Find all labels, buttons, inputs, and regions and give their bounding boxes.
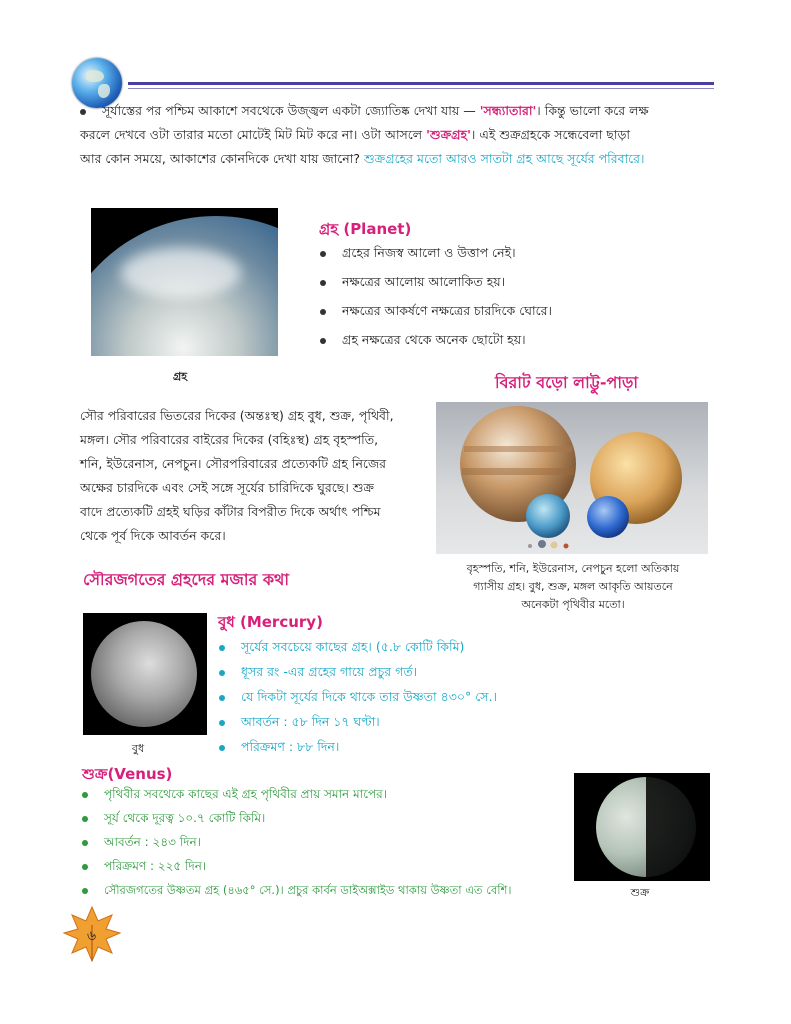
caption-line: বৃহস্পতি, শনি, ইউরেনাস, নেপচুন হলো অতিকায় (466, 562, 680, 575)
list-item (82, 854, 572, 878)
intro-text: । কিন্তু ভালো করে লক্ষ (536, 103, 649, 118)
intro-text: । এই শুক্রগ্রহকে সন্ধেবেলা ছাড়া (470, 127, 631, 142)
list-item-text: আবর্তন : ৫৮ দিন ১৭ ঘণ্টা। (241, 714, 380, 729)
mercury-bullet-list (219, 634, 579, 759)
paragraph-line: থেকে পূর্ব দিকে আবর্তন করে। (80, 528, 226, 543)
intro-text: করলে দেখবে ওটা তারার মতো মোটেই মিট মিট করে না। ওটা আসলে (80, 127, 423, 142)
list-item (82, 806, 572, 830)
planets-illustration (436, 402, 708, 554)
list-item-text: নক্ষত্রের আকর্ষণে নক্ষত্রের চারদিকে ঘোরে। (342, 303, 552, 318)
list-item-text: ধূসর রং -এর গ্রহের গায়ে প্রচুর গর্ত। (241, 664, 418, 679)
paragraph-line: শনি, ইউরেনাস, নেপচুন। সৌরপরিবারের প্রত্যেকটি গ্রহ নিজের (80, 456, 387, 471)
list-item (82, 878, 572, 902)
caption-line: গ্যাসীয় গ্রহ। বুধ, শুক্র, মঙ্গল আকৃতি আয়তনে (473, 580, 673, 593)
list-item (320, 240, 650, 266)
list-item-text: গ্রহ নক্ষত্রের থেকে অনেক ছোটো হয়। (342, 332, 526, 347)
list-item-text: আবর্তন : ২৪৩ দিন। (104, 835, 201, 849)
spin-paragraph (80, 404, 430, 548)
planet-bullet-list (320, 240, 650, 353)
spin-heading: বিরাট বড়ো লাট্টু-পাড়া (495, 373, 639, 392)
list-item (219, 634, 579, 659)
list-item (219, 659, 579, 684)
list-item-text: পৃথিবীর সবথেকে কাছের এই গ্রহ পৃথিবীর প্রায় সমান মাপের। (104, 787, 388, 801)
list-item (82, 782, 572, 806)
intro-text: সূর্যাস্তের পর পশ্চিম আকাশে সবথেকে উজ্জ্বল একটা জ্যোতিষ্ক দেখা যায় — (102, 103, 476, 118)
planet-heading: গ্রহ (Planet) (319, 220, 412, 238)
list-item-text: পরিক্রমণ : ২২৫ দিন। (104, 859, 207, 873)
venus-planet (551, 542, 558, 549)
venus-caption: শুক্র (630, 886, 650, 899)
list-item (219, 684, 579, 709)
header-rule-thin (128, 88, 714, 89)
caption-line: অনেকটা পৃথিবীর মতো। (521, 598, 625, 611)
list-item (219, 709, 579, 734)
mercury-planet (528, 544, 532, 548)
header-rule (128, 82, 714, 85)
mercury-image (83, 613, 207, 735)
planets-caption (428, 560, 718, 614)
paragraph-line: বাদে প্রত্যেকটি গ্রহই ঘড়ির কাঁটার বিপরীত দিকে অর্থাৎ পশ্চিম (80, 504, 381, 519)
mercury-caption: বুধ (131, 742, 145, 755)
venus-term: 'শুক্রগ্রহ' (426, 127, 471, 142)
paragraph-line: মঙ্গল। সৌর পরিবারের বাইরের দিকের (বহিঃস্থ) গ্রহ বৃহস্পতি, (80, 432, 379, 447)
intro-text: আর কোন সময়ে, আকাশের কোনদিকে দেখা যায় জানো? (80, 151, 361, 166)
uranus-planet (526, 494, 570, 538)
evening-star-term: 'সন্ধ্যাতারা' (479, 103, 537, 118)
list-item (82, 830, 572, 854)
mercury-heading: বুধ (Mercury) (218, 613, 323, 631)
intro-paragraph (80, 99, 720, 171)
list-item (219, 734, 579, 759)
list-item-text: সূর্যের সবচেয়ে কাছের গ্রহ। (৫.৮ কোটি কিমি) (241, 639, 465, 654)
list-item-text: সৌরজগতের উষ্ণতম গ্রহ (৪৬৫° সে.)। প্রচুর কার্বন ডাইঅক্সাইড থাকায় উষ্ণতা এত বেশি। (104, 883, 512, 897)
venus-bullet-list (82, 782, 572, 902)
planets-image (436, 402, 708, 554)
list-item-text: গ্রহের নিজস্ব আলো ও উত্তাপ নেই। (342, 245, 516, 260)
earth-planet (538, 540, 546, 548)
intro-highlight: শুক্রগ্রহের মতো আরও সাতটা গ্রহ আছে সূর্যের পরিবারে। (364, 151, 645, 166)
earth-image (91, 208, 278, 356)
paragraph-line: সৌর পরিবারের ভিতরের দিকের (অন্তঃস্থ) গ্রহ বুধ, শুক্র, পৃথিবী, (80, 408, 394, 423)
list-item-text: যে দিকটা সূর্যের দিকে থাকে তার উষ্ণতা ৪৩০° সে.। (241, 689, 498, 704)
list-item (320, 327, 650, 353)
list-item-text: পরিক্রমণ : ৮৮ দিন। (241, 739, 340, 754)
neptune-planet (587, 496, 629, 538)
mars-planet (564, 544, 569, 549)
list-item-text: নক্ষত্রের আলোয় আলোকিত হয়। (342, 274, 506, 289)
solar-system-heading: সৌরজগতের গ্রহদের মজার কথা (83, 570, 290, 589)
list-item (320, 269, 650, 295)
page-number: ৬ (87, 928, 97, 944)
list-item-text: সূর্য থেকে দূরত্ব ১০.৭ কোটি কিমি। (104, 811, 266, 825)
paragraph-line: অক্ষের চারদিকে এবং সেই সঙ্গে সূর্যের চারিদিকে ঘুরছে। শুক্র (80, 480, 375, 495)
list-item (320, 298, 650, 324)
venus-image (574, 773, 710, 881)
venus-heading: শুক্র(Venus) (82, 765, 173, 783)
earth-caption: গ্রহ (172, 370, 188, 383)
